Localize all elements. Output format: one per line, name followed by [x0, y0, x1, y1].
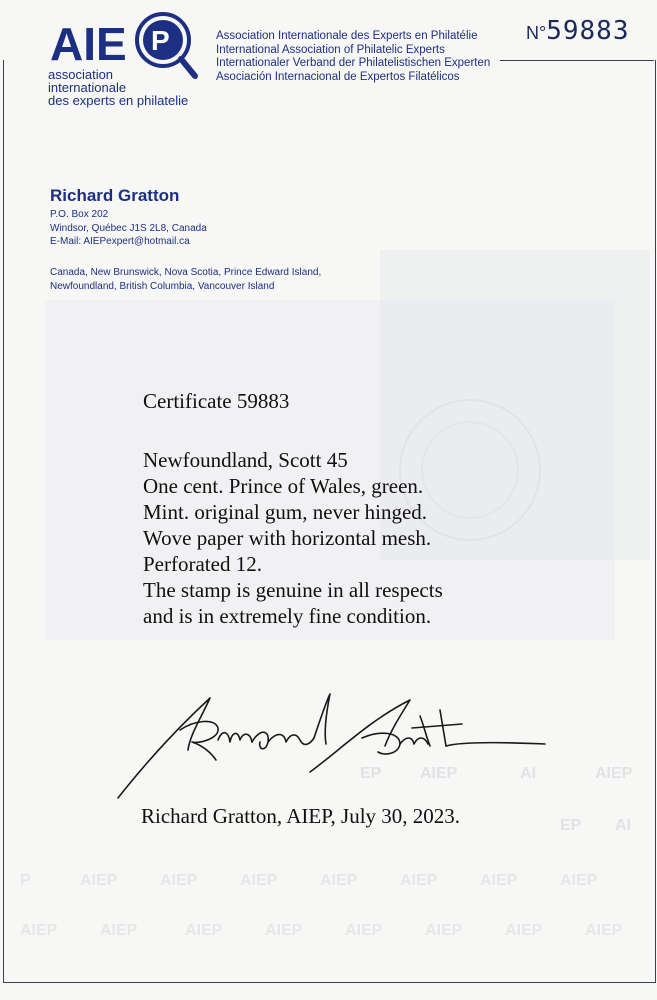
svg-text:AIEP: AIEP	[20, 922, 58, 939]
certificate-title: Certificate 59883	[143, 389, 290, 413]
association-names	[216, 30, 490, 84]
address-line: Windsor, Québec J1S 2L8, Canada	[50, 222, 207, 234]
svg-text:AI: AI	[520, 765, 536, 782]
svg-text:AIEP: AIEP	[265, 922, 303, 939]
association-name-line: Association Internationale des Experts en Philatélie	[216, 30, 478, 42]
svg-text:P: P	[20, 872, 31, 889]
svg-text:AIEP: AIEP	[480, 872, 518, 889]
svg-text:AIEP: AIEP	[420, 765, 458, 782]
svg-text:EP: EP	[360, 765, 382, 782]
handwritten-signature	[100, 680, 560, 810]
signature-line: Richard Gratton, AIEP, July 30, 2023.	[141, 804, 461, 828]
number-value: 59883	[546, 16, 630, 46]
svg-text:AIEP: AIEP	[320, 872, 358, 889]
svg-text:P: P	[151, 25, 170, 56]
svg-text:AIEP: AIEP	[400, 872, 438, 889]
svg-text:AIEP: AIEP	[160, 872, 198, 889]
association-name-line: International Association of Philatelic Experts	[216, 43, 445, 56]
association-name-line: Asociación Internacional de Expertos Filatélicos	[216, 70, 460, 83]
svg-text:AIEP: AIEP	[80, 872, 118, 889]
regions-line: Canada, New Brunswick, Nova Scotia, Prince Edward Island,	[50, 267, 322, 278]
address-line: P.O. Box 202	[50, 209, 109, 220]
svg-text:AIEP: AIEP	[345, 922, 383, 939]
svg-text:AIE: AIE	[50, 18, 127, 70]
body-line: Newfoundland, Scott 45	[143, 448, 348, 472]
border-top-segment	[500, 60, 654, 61]
expert-name: Richard Gratton	[50, 186, 180, 205]
svg-text:AIEP: AIEP	[595, 765, 633, 782]
svg-text:AIEP: AIEP	[100, 922, 138, 939]
logo-subtitle-line: internationale	[48, 80, 127, 95]
certificate-number	[526, 16, 629, 46]
body-line: and is in extremely fine condition.	[143, 604, 432, 628]
association-name-line: Internationaler Verband der Philatelistischen Experten	[216, 57, 491, 69]
regions-line: Newfoundland, British Columbia, Vancouver Island	[50, 281, 275, 292]
body-line: Perforated 12.	[143, 552, 262, 576]
logo-subtitle	[48, 68, 218, 107]
expert-address	[50, 208, 207, 249]
svg-text:AIEP: AIEP	[185, 922, 223, 939]
svg-text:AIEP: AIEP	[585, 922, 623, 939]
aiep-logo	[48, 10, 218, 110]
body-line: Wove paper with horizontal mesh.	[143, 526, 432, 550]
expert-regions	[50, 266, 321, 294]
svg-text:EP: EP	[560, 817, 582, 834]
logo-subtitle-line: association	[48, 67, 114, 82]
svg-text:AIEP: AIEP	[505, 922, 543, 939]
email-line: E-Mail: AIEPexpert@hotmail.ca	[50, 236, 190, 247]
certificate-body	[143, 447, 443, 629]
body-line: The stamp is genuine in all respects	[143, 578, 443, 602]
svg-text:AIEP: AIEP	[560, 872, 598, 889]
svg-text:AIEP: AIEP	[240, 872, 278, 889]
body-line: Mint. original gum, never hinged.	[143, 500, 428, 524]
logo-subtitle-line: des experts en philatelie	[48, 93, 189, 108]
number-prefix: N°	[526, 23, 547, 43]
svg-text:AIEP: AIEP	[425, 922, 463, 939]
body-line: One cent. Prince of Wales, green.	[143, 474, 424, 498]
svg-text:AI: AI	[615, 817, 631, 834]
